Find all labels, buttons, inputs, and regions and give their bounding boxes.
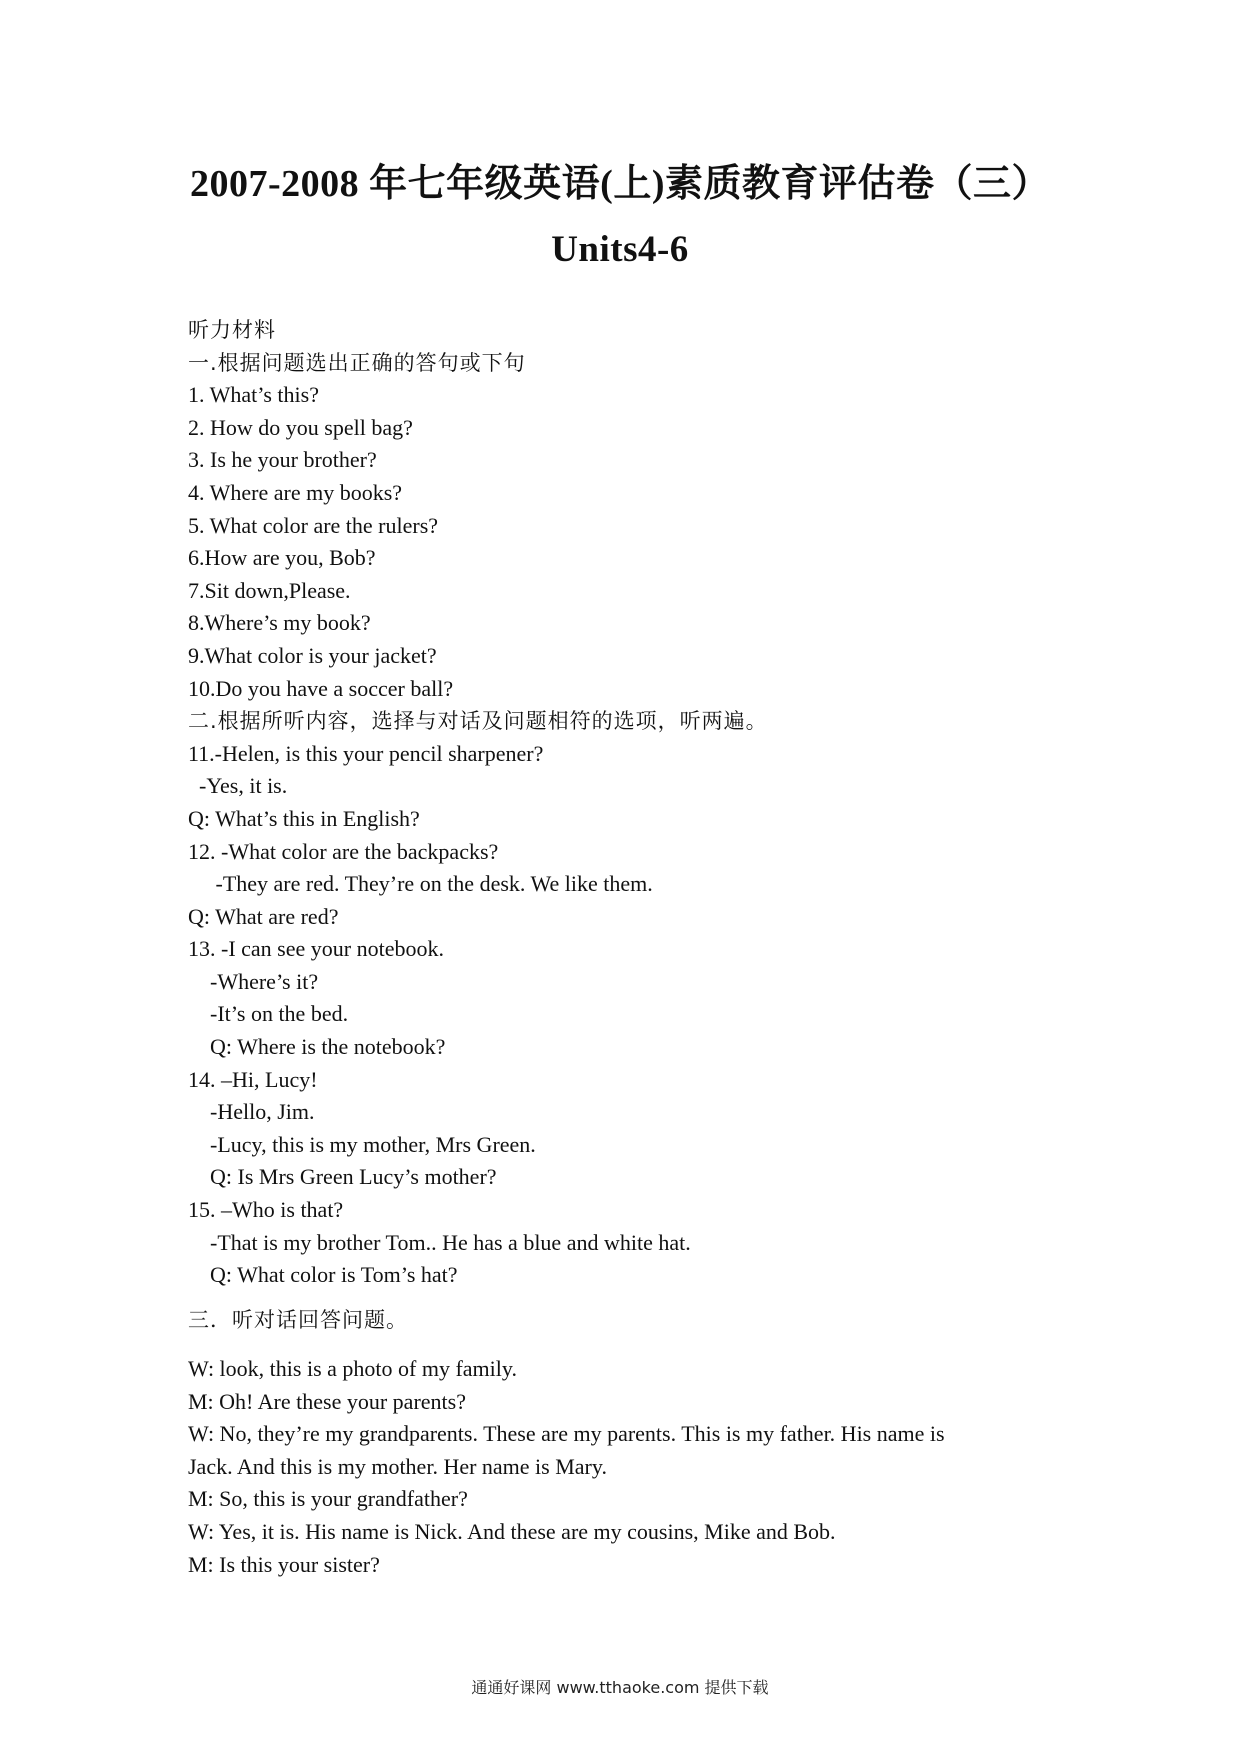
text-line: 一.根据问题选出正确的答句或下句 xyxy=(188,350,526,375)
section-three-heading xyxy=(188,1304,1088,1337)
dialogue-line: M: Oh! Are these your parents? xyxy=(188,1388,466,1414)
text-line: 5. What color are the rulers? xyxy=(188,512,439,538)
text-line: 9.What color is your jacket? xyxy=(188,642,437,668)
text-line: 12. -What color are the backpacks? xyxy=(188,838,499,864)
text-line: -Hello, Jim. xyxy=(188,1099,315,1125)
document-title: 2007-2008 年七年级英语(上)素质教育评估卷（三） xyxy=(190,163,1050,205)
text-line: Q: Is Mrs Green Lucy’s mother? xyxy=(188,1164,497,1190)
text-line: 14. –Hi, Lucy! xyxy=(188,1066,318,1092)
document-subtitle: Units4-6 xyxy=(551,229,689,270)
dialogue-line: W: No, they’re my grandparents. These are my parents. This is my father. His name is xyxy=(188,1421,945,1447)
text-line: -It’s on the bed. xyxy=(188,1001,349,1027)
dialogue-line: M: Is this your sister? xyxy=(188,1551,380,1577)
text-line: 11.-Helen, is this your pencil sharpener? xyxy=(188,740,544,766)
dialogue-block xyxy=(188,1353,1088,1581)
text-line: 8.Where’s my book? xyxy=(188,610,371,636)
dialogue-line: M: So, this is your grandfather? xyxy=(188,1486,468,1512)
text-line: 二.根据所听内容，选择与对话及问题相符的选项，听两遍。 xyxy=(188,709,768,734)
text-line: Q: What are red? xyxy=(188,903,339,929)
text-line: 听力材料 xyxy=(188,318,276,342)
text-line: 4. Where are my books? xyxy=(188,479,403,505)
text-line: 3. Is he your brother? xyxy=(188,447,377,473)
dialogue-line: W: look, this is a photo of my family. xyxy=(188,1356,517,1381)
text-line: 15. –Who is that? xyxy=(188,1197,344,1223)
dialogue-line: Jack. And this is my mother. Her name is Mary. xyxy=(188,1453,607,1479)
text-line: 6.How are you, Bob? xyxy=(188,545,376,571)
text-line: Q: What color is Tom’s hat? xyxy=(188,1262,458,1288)
text-line: -Lucy, this is my mother, Mrs Green. xyxy=(188,1131,536,1157)
text-line: 7.Sit down,Please. xyxy=(188,577,351,603)
section-heading: 三．听对话回答问题。 xyxy=(188,1308,408,1332)
text-line: 1. What’s this? xyxy=(188,382,319,408)
text-line: Q: What’s this in English? xyxy=(188,805,420,831)
footer-credit: 通通好课网 www.tthaoke.com 提供下载 xyxy=(471,1678,769,1697)
text-line: 13. -I can see your notebook. xyxy=(188,936,444,962)
dialogue-line: W: Yes, it is. His name is Nick. And these are my cousins, Mike and Bob. xyxy=(188,1518,836,1544)
text-line: 2. How do you spell bag? xyxy=(188,414,413,440)
text-line: Q: Where is the notebook? xyxy=(188,1034,446,1060)
text-line: -They are red. They’re on the desk. We like them. xyxy=(188,871,653,897)
text-line: -That is my brother Tom.. He has a blue and white hat. xyxy=(188,1229,691,1255)
listening-material xyxy=(188,314,1088,1292)
text-line: -Where’s it? xyxy=(188,968,319,994)
text-line: -Yes, it is. xyxy=(188,773,288,799)
text-line: 10.Do you have a soccer ball? xyxy=(188,675,454,701)
